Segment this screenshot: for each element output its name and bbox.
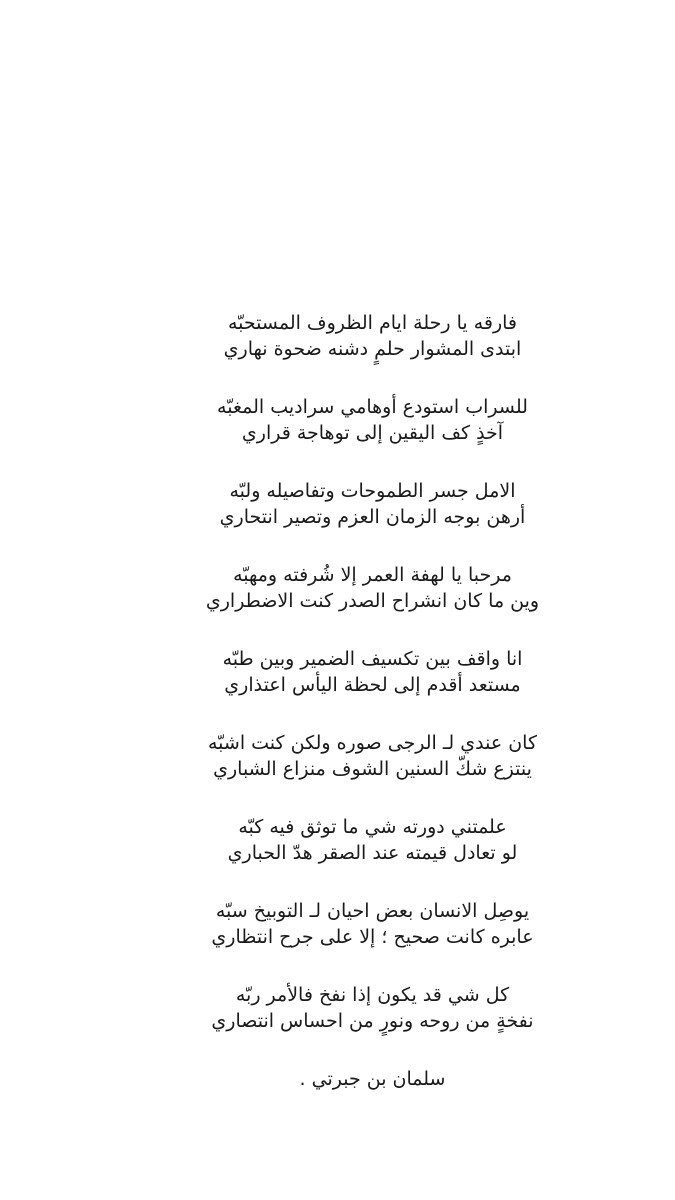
poem-line: مستعد أقدم إلى لحظة اليأس اعتذاري xyxy=(224,674,521,696)
poem-line: كل شي قد يكون إذا نفخ فالأمر ربّه xyxy=(235,984,510,1006)
poem-line: للسراب استودع أوهامي سراديب المغبّه xyxy=(217,396,528,418)
poet-signature: سلمان بن جبرتي . xyxy=(299,1068,446,1090)
stanza-9 xyxy=(0,982,675,1034)
poem-line: آخذٍ كف اليقين إلى توهاجة قراري xyxy=(241,422,504,444)
poem-line: فارقه يا رحلة ايام الظروف المستحبّه xyxy=(227,312,518,334)
stanza-1 xyxy=(0,310,675,362)
poem-line: وين ما كان انشراح الصدر كنت الاضطراري xyxy=(205,590,540,612)
poem-line: أرهن بوجه الزمان العزم وتصير انتحاري xyxy=(219,506,526,528)
poem xyxy=(0,310,675,1092)
stanza-7 xyxy=(0,814,675,866)
poem-line: انا واقف بين تكسيف الضمير وبين طبّه xyxy=(222,648,523,670)
poem-line: كان عندي لـ الرجى صوره ولكن كنت اشبّه xyxy=(207,732,538,754)
poem-line: علمتني دورته شي ما توثق فيه كبّه xyxy=(238,816,507,838)
poem-line: نفخةٍ من روحه ونورٍ من احساس انتصاري xyxy=(211,1010,534,1032)
stanza-2 xyxy=(0,394,675,446)
poem-line: لو تعادل قيمته عند الصقر هدّ الحباري xyxy=(227,842,518,864)
poem-line: ابتدى المشوار حلمٍ دشنه ضحوة نهاري xyxy=(223,338,522,360)
poem-line: يوصِل الانسان بعض احيان لـ التوبيخ سبّه xyxy=(215,900,530,922)
poem-line: عابره كانت صحيح ؛ إلا على جرح انتظاري xyxy=(211,926,534,948)
stanza-5 xyxy=(0,646,675,698)
stanza-3 xyxy=(0,478,675,530)
poem-line: ينتزع شكّ السنين الشوف منزاع الشباري xyxy=(213,758,532,780)
stanza-8 xyxy=(0,898,675,950)
poem-line: مرحبا يا لهفة العمر إلا شُرفته ومهبّه xyxy=(233,564,512,586)
stanza-4 xyxy=(0,562,675,614)
stanza-6 xyxy=(0,730,675,782)
poem-line: الامل جسر الطموحات وتفاصيله ولبّه xyxy=(229,480,516,502)
